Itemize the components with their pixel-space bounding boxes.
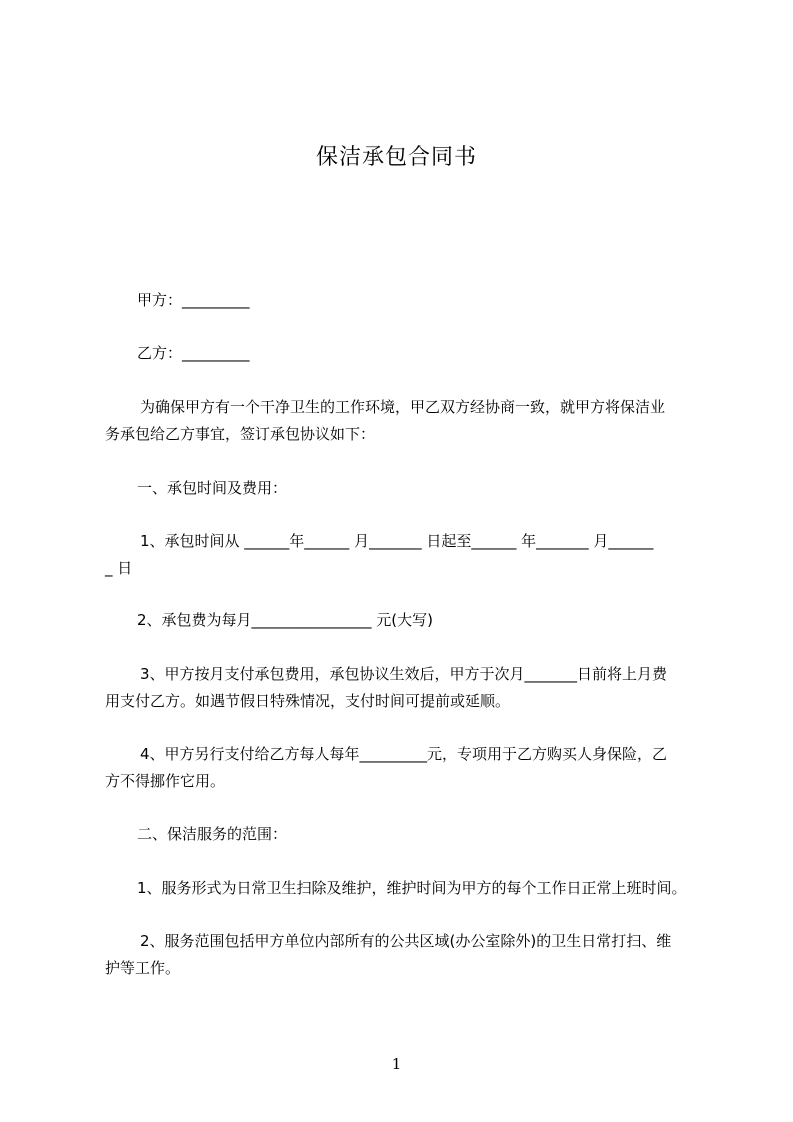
clause-1-1-line-1: 1、承包时间从 ______年______ 月_______ 日起至______ 年_______ 月______ (140, 532, 654, 550)
section1-heading: 一、承包时间及费用： (137, 479, 288, 497)
page-number: 1 (391, 1055, 402, 1073)
clause-1-1-line-2: _ 日 (105, 559, 133, 577)
clause-1-3-line-2: 用支付乙方。如遇节假日特殊情况，支付时间可提前或延顺。 (105, 692, 511, 710)
party-b-line: 乙方：_________ (137, 344, 250, 362)
section2-heading: 二、保洁服务的范围： (137, 825, 288, 843)
clause-1-4-line-1: 4、甲方另行支付给乙方每人每年_________元，专项用于乙方购买人身保险，乙 (140, 745, 668, 763)
intro-line-2: 务承包给乙方事宜，签订承包协议如下： (105, 425, 376, 443)
clause-2-1: 1、服务形式为日常卫生扫除及维护，维护时间为甲方的每个工作日正常上班时间。 (137, 879, 687, 897)
document-title: 保洁承包合同书 (315, 145, 477, 170)
clause-1-3-line-1: 3、甲方按月支付承包费用，承包协议生效后，甲方于次月_______日前将上月费 (140, 665, 668, 683)
intro-line-1: 为确保甲方有一个干净卫生的工作环境，甲乙双方经协商一致，就甲方将保洁业 (140, 398, 666, 416)
clause-1-4-line-2: 方不得挪作它用。 (105, 772, 226, 790)
clause-1-2: 2、承包费为每月________________ 元(大写) (137, 611, 434, 629)
clause-2-2-line-1: 2、服务范围包括甲方单位内部所有的公共区域(办公室除外)的卫生日常打扫、维 (140, 932, 672, 950)
party-a-line: 甲方：_________ (137, 291, 250, 309)
clause-2-2-line-2: 护等工作。 (105, 959, 181, 977)
